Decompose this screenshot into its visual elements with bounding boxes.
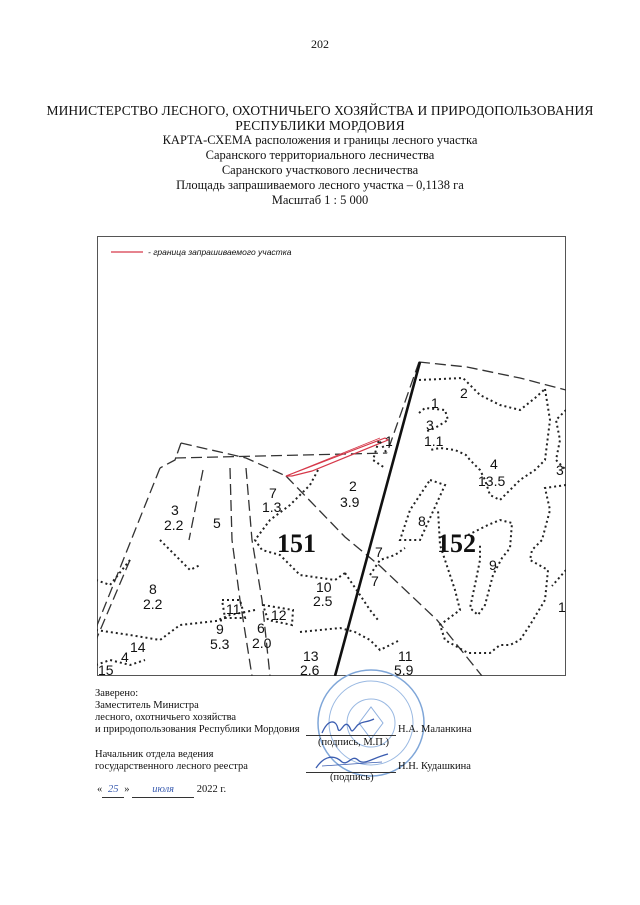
map-label: 10 [316, 579, 332, 595]
date-close-quote: » [124, 784, 130, 795]
plot-area: Площадь запрашиваемого лесного участка – 0,1138 га [176, 178, 464, 192]
map-label: 7 [269, 485, 277, 501]
map-label: 5.9 [394, 662, 414, 676]
date-open-quote: « [97, 784, 103, 795]
map-label: 14 [130, 639, 146, 655]
map-title: КАРТА-СХЕМА расположения и границы лесного участка [162, 133, 478, 147]
map-label: 4 [490, 456, 498, 472]
date-line [97, 784, 226, 798]
map-label: 1 [431, 395, 439, 411]
certified-label: Заверено: [95, 688, 139, 699]
page-number: 202 [311, 37, 329, 51]
ministry-line-1: МИНИСТЕРСТВО ЛЕСНОГО, ОХОТНИЧЬЕГО ХОЗЯЙСТВА И ПРИРОДОПОЛЬЗОВАНИЯ [46, 103, 594, 118]
map-label: 13 [303, 648, 319, 664]
forestry-name: Саранского территориального лесничества [205, 148, 435, 162]
map-label: 1.3 [262, 499, 282, 515]
map-label: 8 [418, 513, 426, 529]
map-scale: Масштаб 1 : 5 000 [271, 193, 369, 207]
deputy-title-1: Заместитель Министра [95, 700, 199, 711]
date-day: 25 [102, 784, 124, 798]
deputy-signature-caption: (подпись, М.П.) [318, 737, 390, 748]
map-label: 1.1 [424, 433, 444, 449]
district-forestry-name: Саранского участкового лесничества [221, 163, 419, 177]
map-label: 3 [171, 502, 179, 518]
head-signature-caption: (подпись) [330, 772, 374, 783]
map-label: 9 [216, 621, 224, 637]
map-label: 4 [121, 649, 129, 665]
quarter-number: 151 [277, 529, 316, 558]
map-label: 7 [371, 573, 379, 589]
map-label: 9 [489, 557, 497, 573]
ministry-line-2: РЕСПУБЛИКИ МОРДОВИЯ [235, 118, 405, 133]
map-label: 7 [375, 544, 383, 560]
deputy-title-2: лесного, охотничьего хозяйства [95, 712, 237, 723]
map-label: 11 [226, 601, 241, 617]
map-label: 12 [271, 607, 287, 623]
map-label: 8 [149, 581, 157, 597]
map-label: 6 [257, 620, 265, 636]
map-label: 1 [385, 433, 393, 449]
map-label: 15 [98, 662, 114, 676]
map-label: 2 [349, 478, 357, 494]
head-name: Н.Н. Кудашкина [398, 761, 471, 772]
map-label: 3 [426, 417, 434, 433]
deputy-title-3: и природопользования Республики Мордовия [95, 724, 300, 735]
map-label: 5 [213, 515, 221, 531]
quarter-number: 152 [437, 529, 476, 558]
map-label: 13.5 [478, 473, 506, 489]
forest-map [97, 236, 566, 676]
map-label: 3 [556, 462, 564, 478]
date-month: июля [132, 784, 194, 798]
map-label: 2.0 [252, 635, 272, 651]
date-year: 2022 г. [196, 784, 227, 795]
map-label: 2.6 [300, 662, 320, 676]
map-label: 2.5 [313, 593, 333, 609]
map-label: 5.3 [210, 636, 230, 652]
map-label: 2.2 [143, 596, 163, 612]
map-label: 2 [460, 385, 468, 401]
head-title-1: Начальник отдела ведения [95, 749, 214, 760]
map-label: 1 [558, 599, 566, 615]
legend-text: - граница запрашиваемого участка [148, 247, 292, 257]
map-label: 11 [398, 648, 413, 664]
map-label: 3.9 [340, 494, 360, 510]
head-title-2: государственного лесного реестра [95, 761, 248, 772]
map-label: 2.2 [164, 517, 184, 533]
head-signature [312, 748, 392, 774]
deputy-name: Н.А. Маланкина [398, 724, 472, 735]
